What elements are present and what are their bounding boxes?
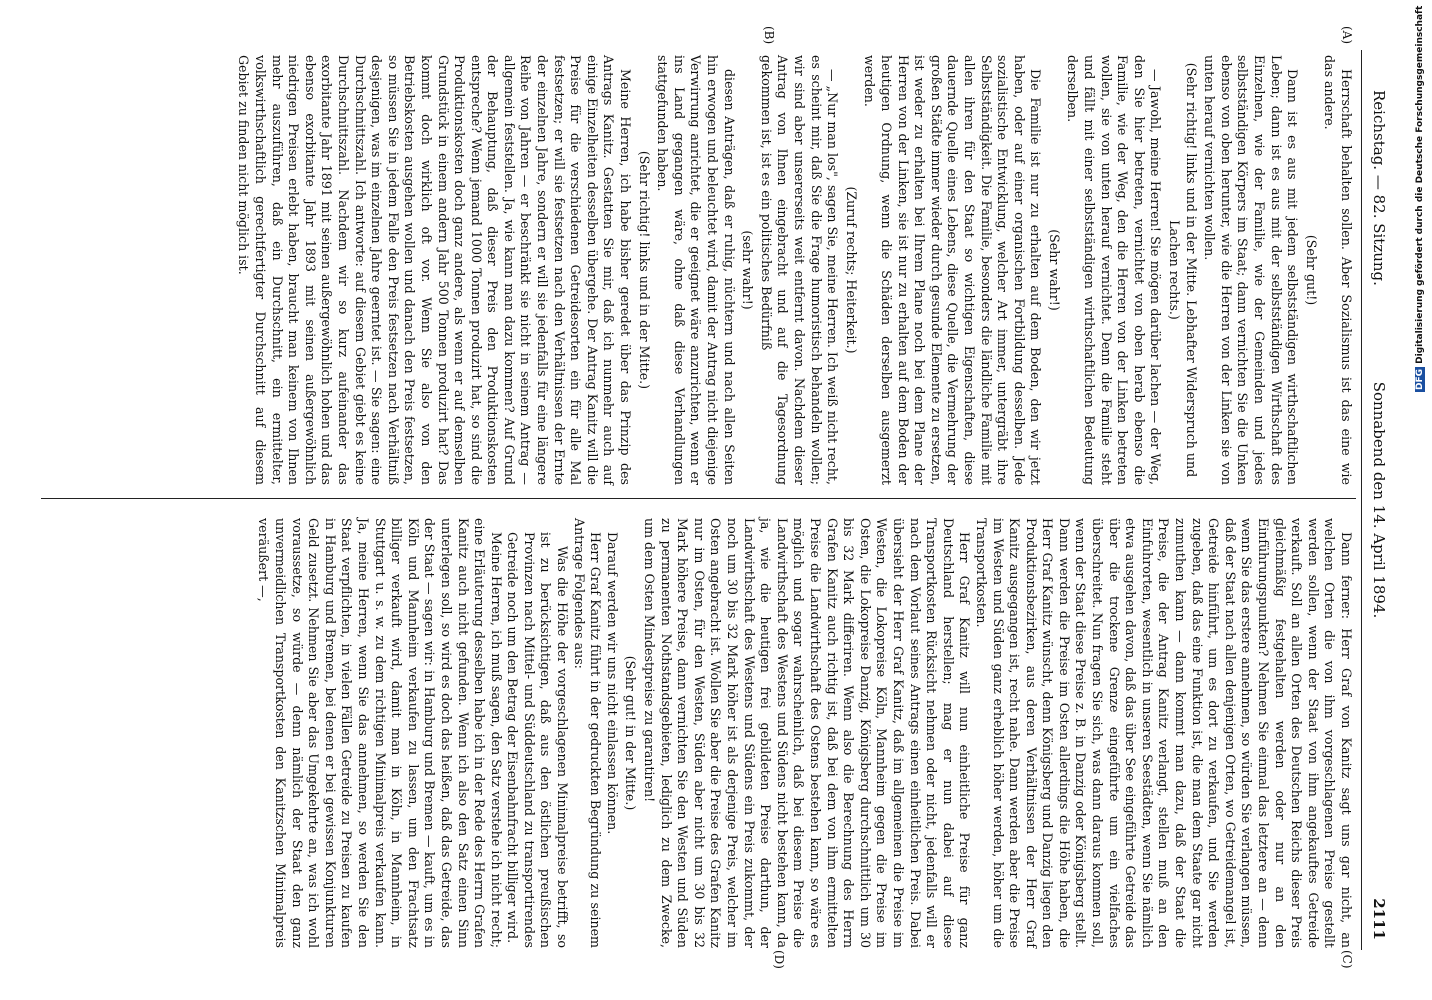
paragraph: Herrschaft behalten sollen. Aber Sozialismus ist das eine wie das andere. [1322,55,1354,485]
paragraph: Dann ist es aus mit jedem selbstständigen wirthschaftlichen Leben; dann ist es aus mit der selbstständigen Wirthschaft des Einzelnen, wie der Familie, wie der Gemeinden und jedes selbstständigen Körpers im Staat; dann vernichten Sie die Unken ebenso von oben herunter, wie die Herren von der Linken sie von unten herauf vernichten wollen. [1202,55,1301,485]
paragraph: — Jawohl, meine Herren! Sie mögen darüber lachen — der Weg, den Sie hier betreten, vernichtet von oben herab ebenso die Familie, wie der Weg, den die Herren von der Linken betreten wollen, sie von unten herauf vernichtet. Denn die Familie steht und fällt mit einer selbstständigen wirthschaftlichen Bedeutung derselben. [1065,55,1164,485]
paragraph: Meine Herren, ich habe bisher geredet über das Prinzip des Antrags Kanitz. Gestatten Sie mir, daß ich nunmehr auch auf einige Einzelheiten desselben übergehe. Der Antrag Kanitz will die Preise für die verschiedenen Getreidesorten ein für alle Mal festsetzen; er will sie festsetzen nach den Verhältnissen der Ernte der einzelnen Jahre, sondern er will sie jedenfalls für eine längere Reihe von Jahren — er beschränkt sie nicht in seinem Antrag — allgemein feststellen. Ja, wie kann man dazu kommen? Auf Grund der Behauptung, daß dieser Preis den Produktionskosten entspreche? Wenn jemand 1000 Tonnen produzirt hat, so sind die Produktionskosten doch ganz andere, als wenn er auf demselben Grundstück in einem andern Jahr 500 Tonnen produzirt hat? Das kommt doch wirklich oft vor. Wenn Sie also von den Betriebskosten ausgehen wollen und danach den Preis festsetzen, so müssen Sie in jedem Falle den Preis festsetzen nach Verhältniß desjenigen, was im einzelnen Jahre geerntet ist. — Sie sagen: eine Durchschnittszahl. Ich antworte: auf diesem Gebiet giebt es keine Durchschnittszahl. Nachdem wir so kurz aufeinander das exorbitante Jahr 1891 mit seinen außergewöhnlich hohen und das ebenso exorbitante Jahr 1893 mit seinen außergewöhnlich niedrigen Preisen erlebt haben, braucht man keinem von Ihnen mehr auszuführen, daß ein Durchschnitt, ein ermittelter, volkswirthschaftlich gerechtfertigter Durchschnitt auf diesem Gebiet zu finden nicht möglich ist. [236,55,634,485]
interjection: (sehr wahr!) [740,230,756,310]
page-header [1360,50,1388,950]
interjection: (Zuruf rechts; Heiterkeit.) [843,186,859,354]
paragraph: Dann ferner: Herr Graf von Kanitz sagt uns gar nicht, an welchen Orten die von ihm vorgeschlagenen Preise gestellt werden sollen, wenn der Staat von ihm angekauftes Getreide verkauft. Soll an allen Orten des Deutschen Reichs dieser Preis gleichmäßig festgehalten werden oder nur an den Einführungspunkten? Nehmen Sie einmal das letztere an — denn wenn Sie das erstere annehmen, so würden Sie verlangen müssen, daß der Staat nach allen denjenigen Orten, wo Getreidemangel ist, Getreide hinführt, um es dort zu verkaufen, und Sie werden zugeben, daß das eine Funktion ist, die man dem Staate gar nicht zumuthen kann — dann kommt man dazu, daß der Staat die Preise, die der Antrag Kanitz verlangt, stellen muß an den Einfuhrorten, wesentlich in unseren Seestädten, wenn Sie nämlich etwa ausgehen davon, daß das über See eingeführte Getreide das über die trockene Grenze eingeführte um ein vielfaches überschreitet. Nun fragen Sie sich, was dann daraus kommen soll, wenn der Staat diese Preise z. B. in Danzig oder Königsberg stellt. Dann werden die Preise im Osten allerdings die Höhe haben, die Herr Graf Kanitz wünscht, denn Königsberg und Danzig liegen den Produktionsbezirken, aus deren Verhältnissen der Herr Graf Kanitz ausgegangen ist, recht nahe. Dann werden aber die Preise im Westen und Süden ganz erheblich höher werden, höher um die Transportkosten. [973,518,1354,948]
paragraph: Herr Graf Kanitz will nun einheitliche Preise für ganz Deutschland herstellen; mag er nun dabei auf diese Transportkosten Rücksicht nehmen oder nicht, jedenfalls will er nach dem Vorlaut seines Antrags einen einheitlichen Preis. Dabei übersieht der Herr Graf Kanitz, daß im allgemeinen die Preise im Westen, die Lokopreise Köln, Mannheim gegen die Preise im Osten, die Lokopreise Danzig, Königsberg durchschnittlich um 30 bis 32 Mark differiren. Wenn also die Berechnung des Herrn Grafen Kanitz auch richtig ist, daß bei dem von ihm ermittelten Preise die Landwirthschaft des Ostens bestehen kann, so wäre es möglich und sogar wahrscheinlich, daß bei diesem Preise die Landwirthschaft des Westens und Südens nicht bestehen kann, da ja, wie die heutigen frei gebildeten Preise darthun, der Landwirthschaft des Westens und Südens ein Preis zukommt, der noch um 30 bis 32 Mark höher ist als derjenige Preis, welcher im Osten angebracht ist. Wollen Sie aber die Preise des Grafen Kanitz nur im Osten, für den Westen, Süden aber nicht um 30 bis 32 Mark höhere Preise, dann vernichten Sie den Westen und Süden zu permanenten Nothstandsgebieten, lediglich zu dem Zwecke, um dem Osten Mindestpreise zu garantiren! [642,518,973,948]
interjection: (Sehr gut!) [1303,234,1319,306]
digitization-credit [1415,6,1431,606]
dfg-badge: DFG [1415,369,1425,391]
paragraph: Darauf werden wir uns nicht einlassen können. [604,532,620,835]
digitization-sidebar [1414,0,1432,1000]
quoted-paragraph: Was die Höhe der vorgeschlagenen Minimalpreise betrifft, so ist zu berücksichtigen, daß aus den östlichen preußischen Provinzen nach Mittel- und Süddeutschland zu transportirendes Getreide noch um den Betrag der Eisenbahnfracht billiger wird. [505,532,571,948]
header-date: Sonnabend den 14. April 1894. [1370,381,1388,619]
margin-marker-a: (A) [1340,26,1354,45]
paragraph: Herr Graf Kanitz führt in der gedruckten Begründung zu seinem Antrage Folgendes aus: [571,518,604,948]
paragraph: Meine Herren, ich muß sagen, den Satz verstehe ich nicht recht; eine Erläuterung desselben habe ich in der Rede des Herrn Grafen Kanitz auch nicht gefunden. Wenn ich also den Satz einen Sinn unterlegen soll, so wird es doch das heißen, daß das Getreide, das der Staat — sagen wir: in Hamburg und Bremen — kauft, um es in Köln und Mannheim verkaufen zu lassen, um den Frachtsatz billiger verkauft wird, damit man in Köln, in Mannheim, in Stuttgart u. s. w. zu dem richtigen Minimalpreis verkaufen kann. Ja, meine Herren, wenn Sie das annehmen, so werden Sie den Staat verpflichten, in vielen Fällen Getreide zu Preisen zu kaufen in Hamburg und Bremen, bei denen er bei gewissen Konjunkturen Geld zusetzt. Nehmen Sie aber das Umgekehrte an, was ich wohl voraussetze, so würde — denn nämlich der Staat den ganz unvermeidlichen Transportkosten den Kanitzschen Minimalpreis veräußert —, [256,518,504,948]
interjection: (Sehr gut! in der Mitte.) [623,655,639,811]
digitization-text: Digitalisierung gefördert durch die Deutsche Forschungsgemeinschaft [1415,6,1425,365]
right-column [255,518,1354,948]
left-column [235,55,1354,485]
interjection: (Sehr richtig! links und in der Mitte.) [636,150,652,390]
header-rule [1361,50,1362,950]
paragraph: Die Familie ist nur zu erhalten auf dem Boden, den wir jetzt haben, oder auf einer organischen Fortbildung desselben. Jede sozialistische Entwicklung, welcher Art immer, untergräbt ihre Selbstständigkeit. Die Familie, besonders die ländliche Familie mit allen ihren für den Staat so wichtigen Eigenschaften, diese dauernde Quelle eines Lebens, diese Quelle, die Vermehrung der großen Städte immer wieder durch gesunde Elemente zu ersetzen, ist weder zu erhalten bei Ihrem Plane noch bei dem Plane der Herren von der Linken, sie ist nur zu erhalten auf dem Boden der heutigen Ordnung, wenn die Schäden derselben ausgemerzt werden. [862,55,1044,485]
interjection: (Sehr richtig! links und in der Mitte. Lebhafter Widerspruch und Lachen rechts.) [1167,62,1199,478]
margin-marker-c: (C) [1340,950,1354,969]
interjection: (Sehr wahr!) [1046,229,1062,311]
page-number: 2111 [1370,898,1388,940]
header-session: Reichstag. — 82. Sitzung. [1370,90,1388,286]
paragraph: — „Nur man los", sagen Sie, meine Herren. Ich weiß nicht recht, es scheint mir, daß Sie die Frage humoristisch behandeln wollen; wir sind aber unsererseits weit entfernt davon. Nachdem dieser Antrag von Ihnen eingebracht und auf die Tagesordnung gekommen ist, ist es ein politisches Bedürfniß [758,55,841,485]
column-divider [41,498,1356,499]
paragraph: diesen Anträgen, daß er ruhig, nüchtern und nach allen Seiten hin erwogen und beleuchtet wird, damit der Antrag nicht diejenige Verwirrung anrichtet, die er geeignet wäre anzurichten, wenn er ins Land gegangen wäre, ohne daß diese Verhandlungen stattgefunden haben. [655,55,737,485]
margin-marker-d: (D) [772,950,786,969]
rotated-sheet [26,20,1406,980]
margin-marker-b: (B) [762,26,776,45]
